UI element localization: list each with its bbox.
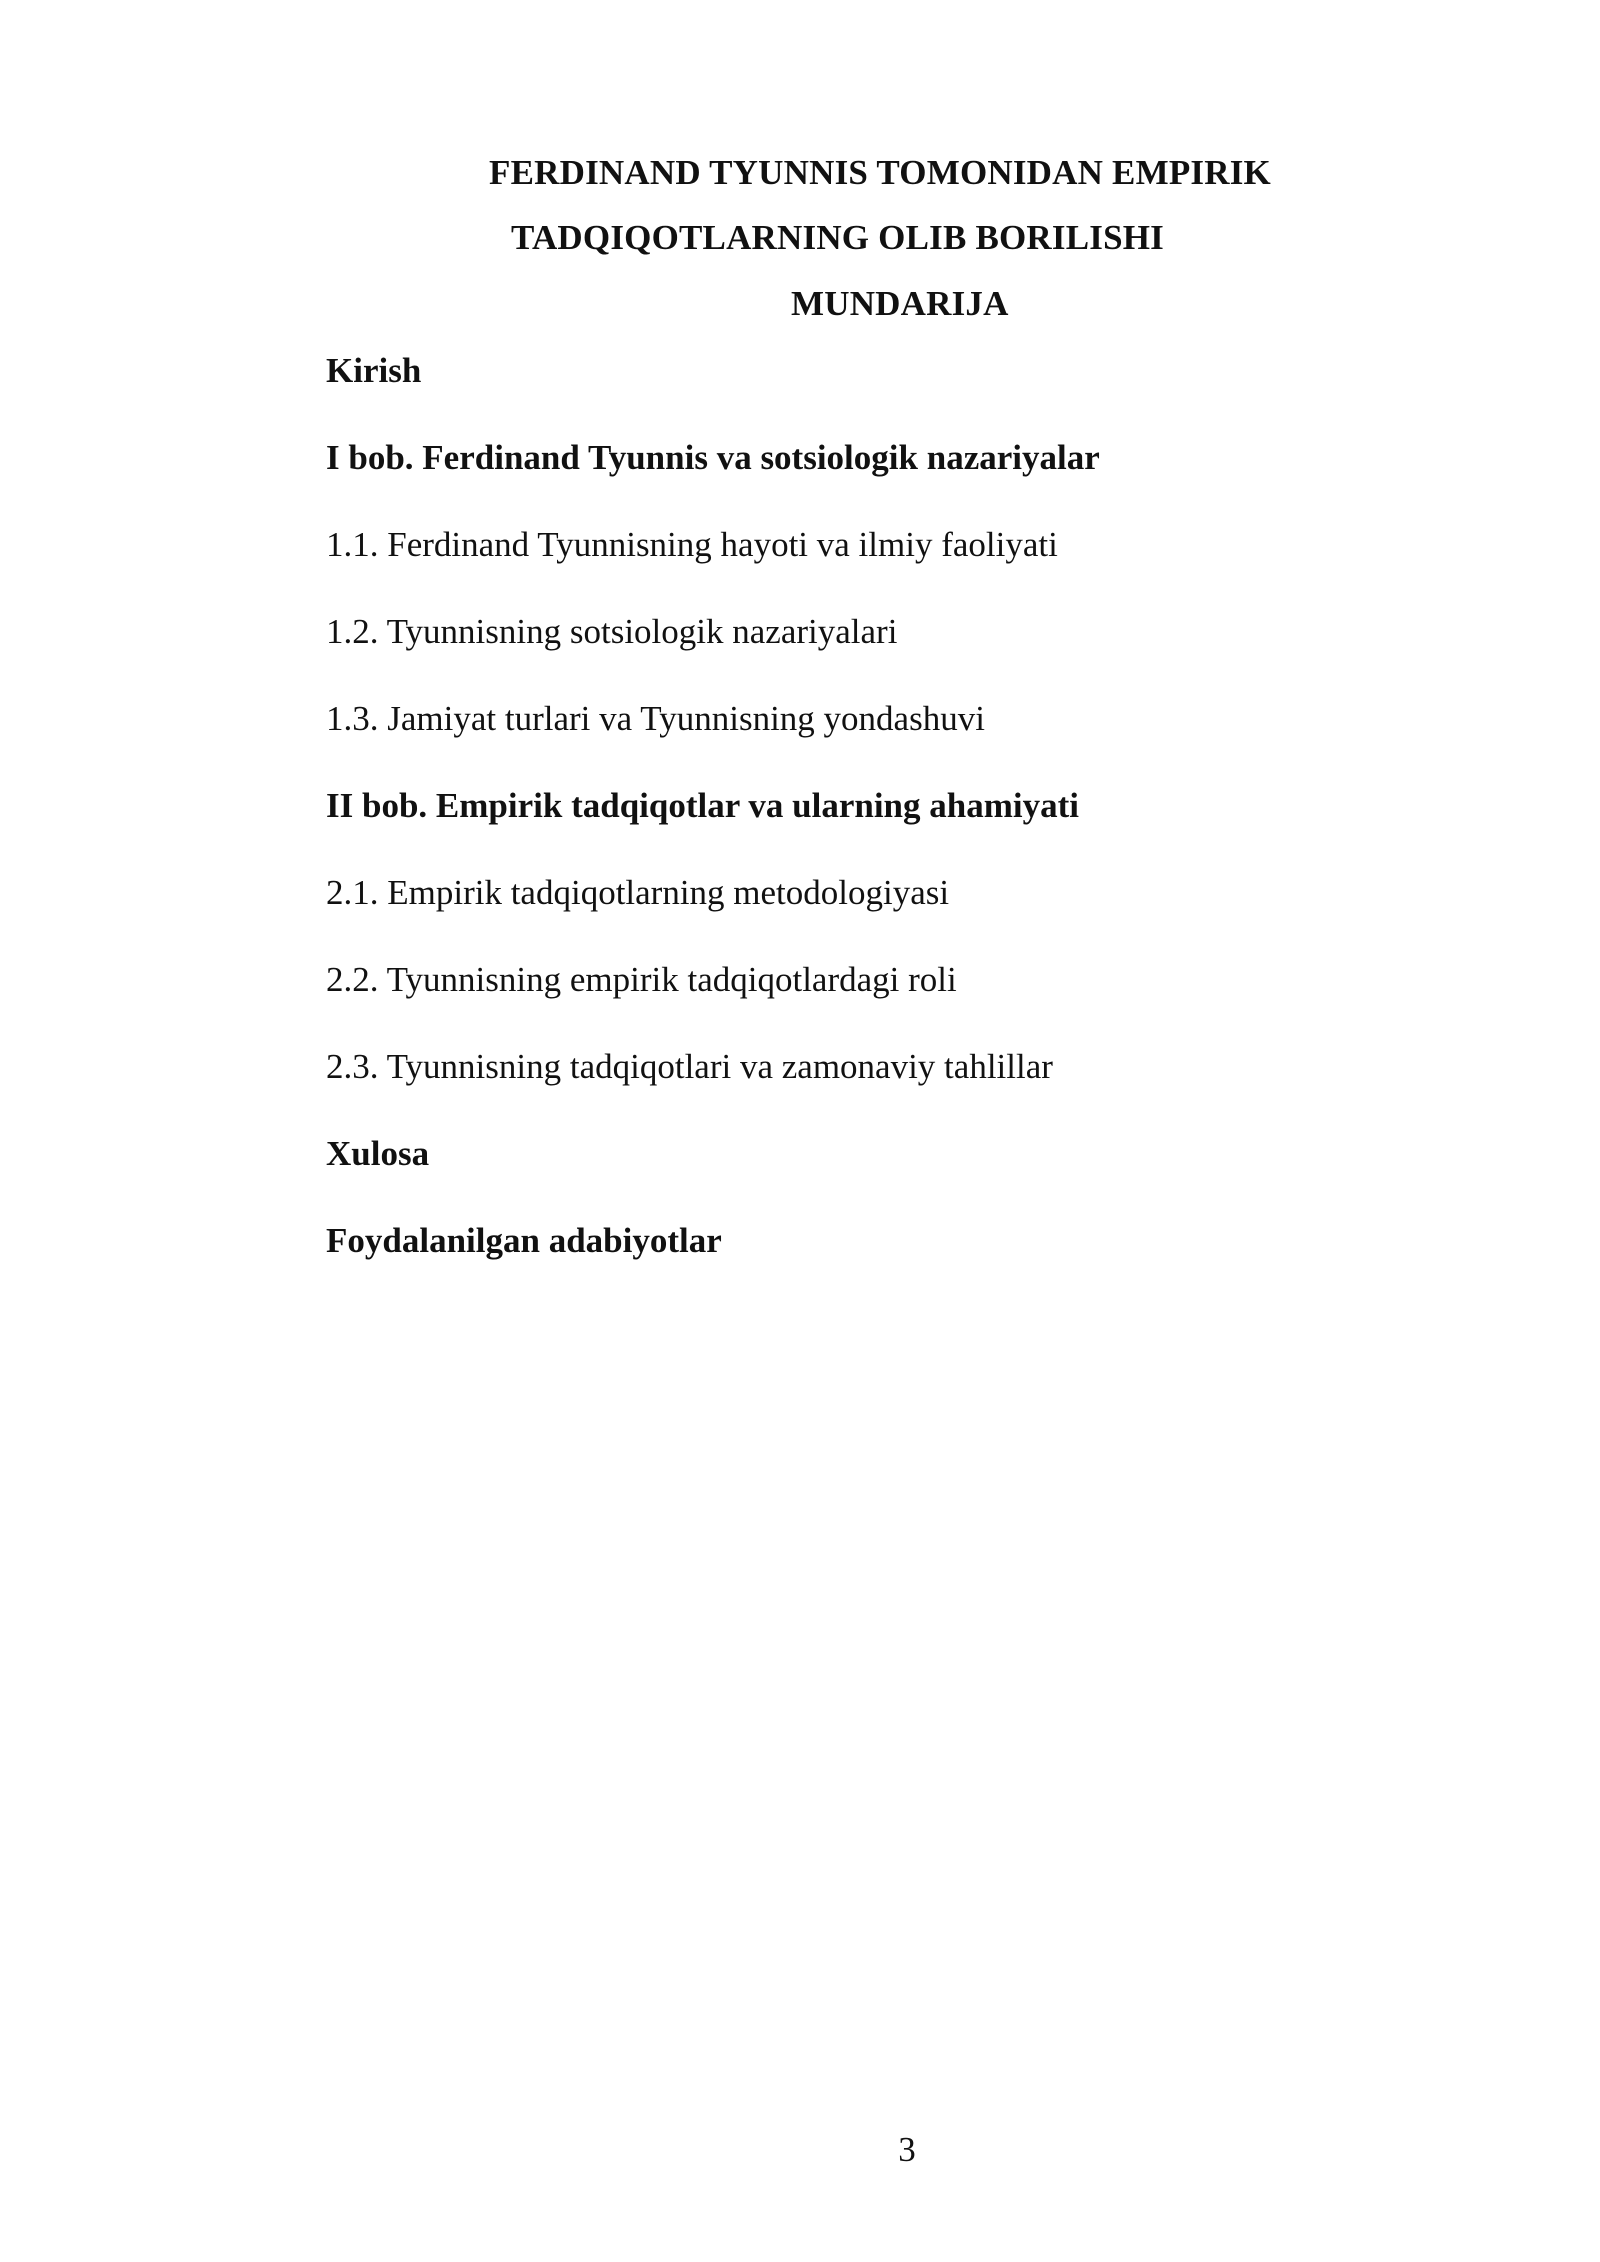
toc-item-chapter-2: II bob. Empirik tadqiqotlar va ularning ahamiyati bbox=[326, 786, 1079, 825]
document-title-line-1: FERDINAND TYUNNIS TOMONIDAN EMPIRIK bbox=[489, 153, 1271, 192]
contents-heading: MUNDARIJA bbox=[791, 284, 1009, 323]
toc-item-section-2-3: 2.3. Tyunnisning tadqiqotlari va zamonaviy tahlillar bbox=[326, 1047, 1053, 1086]
toc-item-section-1-2: 1.2. Tyunnisning sotsiologik nazariyalari bbox=[326, 612, 898, 651]
toc-item-section-1-1: 1.1. Ferdinand Tyunnisning hayoti va ilmiy faoliyati bbox=[326, 525, 1058, 564]
toc-item-section-2-1: 2.1. Empirik tadqiqotlarning metodologiyasi bbox=[326, 873, 950, 912]
page-number: 3 bbox=[898, 2130, 916, 2169]
table-of-contents bbox=[326, 345, 1426, 1302]
toc-item-conclusion: Xulosa bbox=[326, 1134, 430, 1173]
toc-item-section-2-2: 2.2. Tyunnisning empirik tadqiqotlardagi roli bbox=[326, 960, 957, 999]
toc-item-references: Foydalanilgan adabiyotlar bbox=[326, 1221, 722, 1260]
toc-item-section-1-3: 1.3. Jamiyat turlari va Tyunnisning yondashuvi bbox=[326, 699, 985, 738]
toc-item-introduction: Kirish bbox=[326, 351, 422, 390]
toc-item-chapter-1: I bob. Ferdinand Tyunnis va sotsiologik nazariyalar bbox=[326, 438, 1100, 477]
document-title-line-2: TADQIQOTLARNING OLIB BORILISHI bbox=[511, 218, 1165, 257]
